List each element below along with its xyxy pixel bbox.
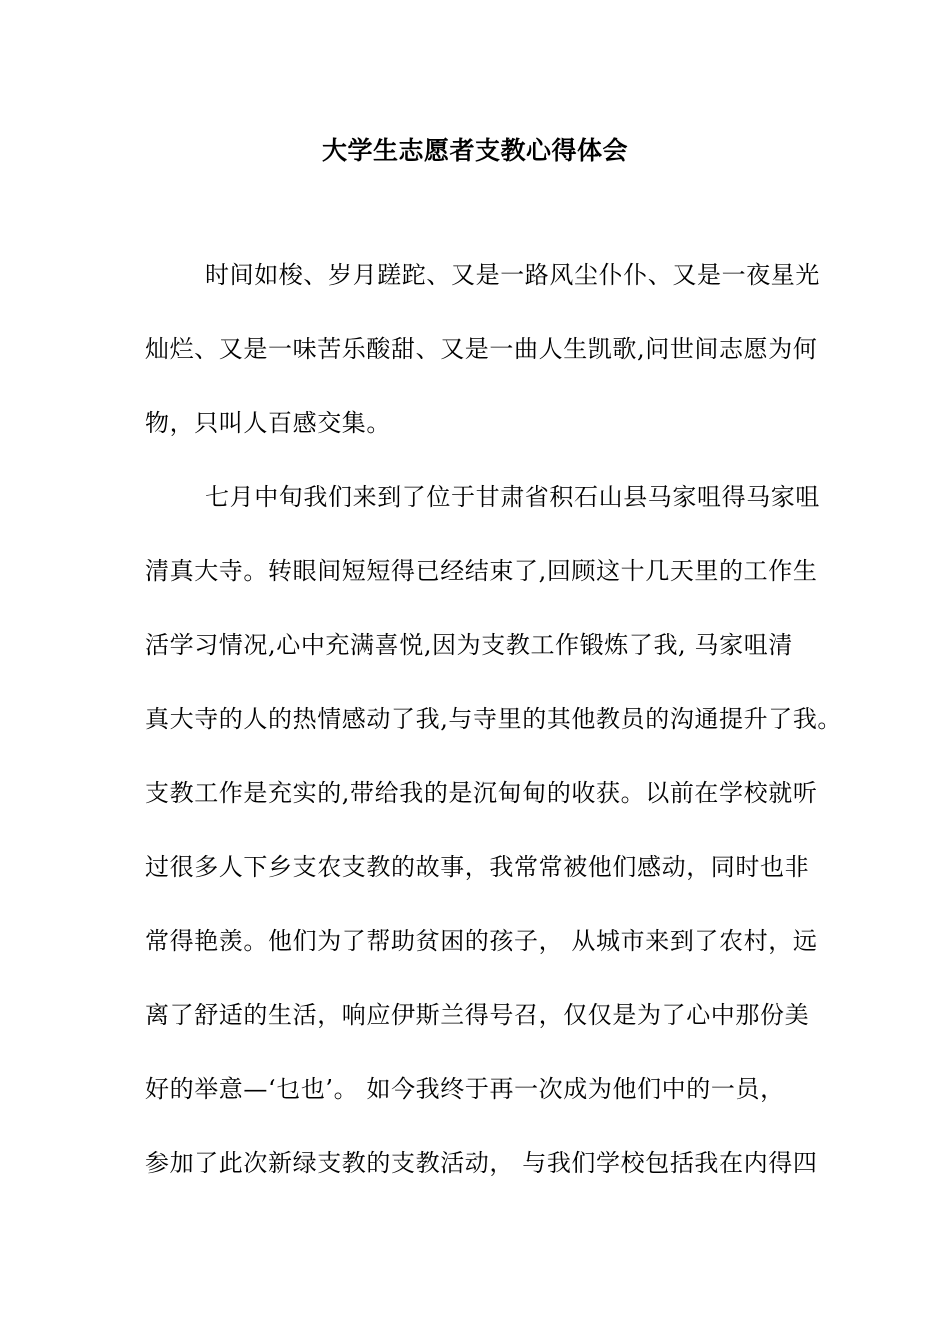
paragraph-2-line-1: 七月中旬我们来到了位于甘肃省积石山县马家咀得马家咀	[205, 483, 820, 511]
paragraph-2-line-2: 清真大寺。转眼间短短得已经结束了,回顾这十几天里的工作生	[145, 557, 818, 585]
paragraph-2-line-8: 离了舒适的生活，响应伊斯兰得号召，仅仅是为了心中那份美	[145, 1001, 810, 1029]
paragraph-2-line-9: 好的举意—‘乜也’。 如今我终于再一次成为他们中的一员，	[145, 1075, 785, 1103]
paragraph-2-line-3: 活学习情况,心中充满喜悦,因为支教工作锻炼了我, 马家咀清	[145, 631, 793, 659]
paragraph-1-line-1: 时间如梭、岁月蹉跎、又是一路风尘仆仆、又是一夜星光	[205, 261, 820, 289]
document-title: 大学生志愿者支教心得体会	[321, 136, 628, 165]
paragraph-2-line-6: 过很多人下乡支农支教的故事，我常常被他们感动，同时也非	[145, 853, 810, 881]
paragraph-2-line-5: 支教工作是充实的,带给我的是沉甸甸的收获。以前在学校就听	[145, 779, 818, 807]
paragraph-1-line-2: 灿烂、又是一味苦乐酸甜、又是一曲人生凯歌,问世间志愿为何	[145, 335, 818, 363]
paragraph-2-line-4: 真大寺的人的热情感动了我,与寺里的其他教员的沟通提升了我。	[145, 705, 843, 733]
paragraph-2-line-10: 参加了此次新绿支教的支教活动， 与我们学校包括我在内得四	[145, 1149, 818, 1177]
paragraph-2-line-7: 常得艳羡。他们为了帮助贫困的孩子， 从城市来到了农村，远	[145, 927, 818, 955]
paragraph-1-line-3: 物，只叫人百感交集。	[145, 409, 391, 437]
